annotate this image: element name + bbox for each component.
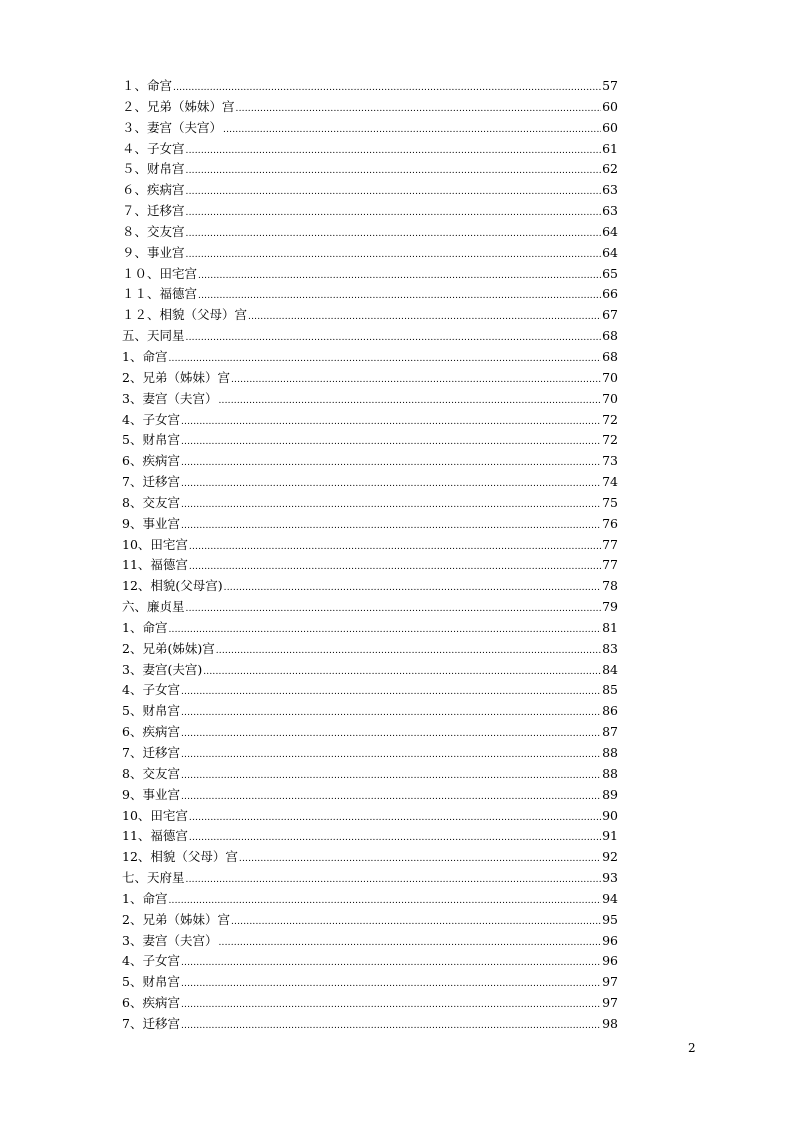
- dot-leader: [198, 286, 601, 307]
- toc-entry-label: 3、妻宫(夫宫): [122, 661, 203, 677]
- toc-entry[interactable]: [122, 368, 618, 389]
- toc-entry[interactable]: [122, 347, 618, 368]
- toc-entry[interactable]: [122, 389, 618, 410]
- toc-entry-page: 97: [602, 995, 618, 1011]
- toc-entry-page: 74: [602, 474, 618, 490]
- toc-entry-label: 12、相貌(父母宫): [122, 578, 223, 594]
- toc-entry[interactable]: [122, 993, 618, 1014]
- toc-entry[interactable]: [122, 743, 618, 764]
- toc-entry[interactable]: [122, 97, 618, 118]
- toc-entry-page: 90: [602, 807, 618, 823]
- toc-entry-page: 67: [602, 307, 618, 323]
- toc-entry[interactable]: [122, 180, 618, 201]
- toc-entry-label: 7、迁移宫: [122, 474, 180, 490]
- toc-entry[interactable]: [122, 472, 618, 493]
- dot-leader: [181, 953, 601, 974]
- dot-leader: [186, 599, 602, 620]
- dot-leader: [181, 745, 601, 766]
- toc-entry-page: 88: [602, 765, 618, 781]
- dot-leader: [168, 620, 601, 641]
- toc-entry[interactable]: [122, 139, 618, 160]
- toc-entry-label: 1、命宫: [122, 619, 168, 635]
- toc-entry-page: 85: [602, 682, 618, 698]
- dot-leader: [181, 724, 601, 745]
- toc-entry[interactable]: [122, 451, 618, 472]
- dot-leader: [186, 141, 602, 162]
- dot-leader: [181, 516, 601, 537]
- toc-entry-page: 72: [602, 411, 618, 427]
- toc-entry[interactable]: [122, 243, 618, 264]
- toc-entry-page: 64: [602, 244, 618, 260]
- toc-entry[interactable]: [122, 680, 618, 701]
- toc-entry[interactable]: [122, 305, 618, 326]
- toc-entry[interactable]: [122, 410, 618, 431]
- toc-entry-label: ５、财帛宫: [122, 161, 185, 177]
- dot-leader: [231, 370, 601, 391]
- toc-entry-page: 62: [602, 161, 618, 177]
- toc-entry[interactable]: [122, 555, 618, 576]
- toc-entry-label: 12、相貌（父母）宫: [122, 849, 238, 865]
- dot-leader: [168, 349, 601, 370]
- toc-entry-page: 77: [602, 536, 618, 552]
- toc-entry-page: 60: [602, 98, 618, 114]
- dot-leader: [248, 307, 601, 328]
- toc-entry-label: ２、兄弟（姊妹）宫: [122, 98, 235, 114]
- toc-entry-page: 94: [602, 890, 618, 906]
- toc-entry-label: １１、福德宫: [122, 286, 198, 302]
- toc-entry-label: 8、交友宫: [122, 494, 180, 510]
- toc-entry[interactable]: [122, 785, 618, 806]
- toc-entry-page: 79: [602, 599, 618, 615]
- toc-entry-page: 60: [602, 119, 618, 135]
- toc-entry-page: 70: [602, 390, 618, 406]
- toc-entry-label: １２、相貌（父母）宫: [122, 307, 248, 323]
- toc-entry[interactable]: [122, 159, 618, 180]
- toc-entry[interactable]: [122, 576, 618, 597]
- dot-leader: [216, 641, 601, 662]
- toc-entry-label: 2、兄弟(姊妹)宫: [122, 640, 215, 656]
- dot-leader: [236, 99, 602, 120]
- toc-entry[interactable]: [122, 326, 618, 347]
- toc-entry-label: 七、天府星: [122, 870, 185, 886]
- toc-entry-page: 61: [602, 140, 618, 156]
- dot-leader: [231, 912, 601, 933]
- dot-leader: [224, 578, 601, 599]
- dot-leader: [181, 453, 601, 474]
- dot-leader: [181, 703, 601, 724]
- toc-entry[interactable]: [122, 284, 618, 305]
- toc-entry[interactable]: [122, 76, 618, 97]
- toc-entry-label: ９、事业宫: [122, 244, 185, 260]
- toc-entry[interactable]: [122, 618, 618, 639]
- toc-entry-label: 3、妻宫（夫宫）: [122, 390, 218, 406]
- toc-entry-label: 1、命宫: [122, 890, 168, 906]
- toc-entry-page: 83: [602, 640, 618, 656]
- toc-entry-label: １０、田宅宫: [122, 265, 198, 281]
- toc-entry[interactable]: [122, 264, 618, 285]
- toc-entry-label: 7、迁移宫: [122, 1015, 180, 1031]
- dot-leader: [189, 557, 601, 578]
- toc-entry-label: ６、疾病宫: [122, 182, 185, 198]
- toc-entry-page: 68: [602, 348, 618, 364]
- toc-entry-page: 76: [602, 515, 618, 531]
- toc-entry-label: 5、财帛宫: [122, 432, 180, 448]
- dot-leader: [181, 495, 601, 516]
- toc-entry-label: 5、财帛宫: [122, 974, 180, 990]
- toc-entry-page: 57: [602, 78, 618, 93]
- toc-entry[interactable]: [122, 430, 618, 451]
- toc-entry-label: 六、廉贞星: [122, 599, 185, 615]
- toc-entry-page: 73: [602, 453, 618, 469]
- toc-entry-label: 2、兄弟（姊妹）宫: [122, 369, 230, 385]
- toc-entry[interactable]: [122, 910, 618, 931]
- toc-entry-page: 64: [602, 223, 618, 239]
- dot-leader: [181, 974, 601, 995]
- toc-entry-page: 93: [602, 870, 618, 886]
- dot-leader: [181, 995, 601, 1016]
- toc-entry-page: 97: [602, 974, 618, 990]
- toc-entry[interactable]: [122, 701, 618, 722]
- toc-entry[interactable]: [122, 514, 618, 535]
- toc-entry[interactable]: [122, 847, 618, 868]
- toc-entry-label: 4、子女宫: [122, 682, 180, 698]
- toc-entry[interactable]: [122, 972, 618, 993]
- dot-leader: [186, 203, 602, 224]
- dot-leader: [198, 266, 601, 287]
- toc-entry[interactable]: [122, 493, 618, 514]
- dot-leader: [181, 412, 601, 433]
- toc-entry[interactable]: [122, 118, 618, 139]
- toc-entry-page: 75: [602, 494, 618, 510]
- toc-entry[interactable]: [122, 222, 618, 243]
- toc-entry-page: 66: [602, 286, 618, 302]
- dot-leader: [239, 849, 601, 870]
- toc-entry-label: 五、天同星: [122, 328, 185, 344]
- toc-entry[interactable]: [122, 931, 618, 952]
- dot-leader: [181, 1016, 601, 1037]
- dot-leader: [181, 474, 601, 495]
- toc-entry[interactable]: [122, 722, 618, 743]
- toc-entry[interactable]: [122, 764, 618, 785]
- toc-entry-page: 77: [602, 557, 618, 573]
- toc-entry-label: 10、田宅宫: [122, 807, 188, 823]
- dot-leader: [223, 120, 601, 141]
- toc-entry-label: 4、子女宫: [122, 411, 180, 427]
- dot-leader: [218, 933, 601, 954]
- dot-leader: [168, 891, 601, 912]
- toc-entry-page: 63: [602, 182, 618, 198]
- toc-entry-page: 91: [602, 828, 618, 844]
- toc-entry-page: 96: [602, 953, 618, 969]
- toc-entry-page: 87: [602, 724, 618, 740]
- toc-entry[interactable]: [122, 951, 618, 972]
- dot-leader: [181, 766, 601, 787]
- dot-leader: [189, 828, 601, 849]
- dot-leader: [186, 161, 602, 182]
- dot-leader: [186, 328, 602, 349]
- toc-entry-label: 6、疾病宫: [122, 453, 180, 469]
- dot-leader: [186, 870, 602, 891]
- toc-entry[interactable]: [122, 1014, 618, 1035]
- toc-entry[interactable]: [122, 201, 618, 222]
- toc-entry[interactable]: [122, 597, 618, 618]
- dot-leader: [189, 808, 601, 829]
- toc-entry[interactable]: [122, 889, 618, 910]
- dot-leader: [186, 245, 602, 266]
- toc-entry-label: 11、福德宫: [122, 828, 188, 844]
- toc-entry-label: ８、交友宫: [122, 223, 185, 239]
- toc-entry-label: 7、迁移宫: [122, 745, 180, 760]
- toc-entry-label: ３、妻宫（夫宫）: [122, 119, 223, 135]
- toc-entry[interactable]: [122, 639, 618, 660]
- dot-leader: [181, 432, 601, 453]
- dot-leader: [189, 537, 601, 558]
- dot-leader: [186, 182, 602, 203]
- toc-entry-page: 78: [602, 578, 618, 594]
- page-number: 2: [688, 1041, 696, 1055]
- toc-entry-label: 5、财帛宫: [122, 703, 180, 719]
- toc-entry-page: 81: [602, 619, 618, 635]
- toc-entry-label: 9、事业宫: [122, 786, 180, 802]
- toc-entry-label: ７、迁移宫: [122, 203, 185, 219]
- toc-entry-label: 3、妻宫（夫宫）: [122, 932, 218, 948]
- dot-leader: [181, 787, 601, 808]
- toc-entry-page: 68: [602, 328, 618, 344]
- toc-entry-label: 2、兄弟（姊妹）宫: [122, 911, 230, 927]
- toc-entry-page: 86: [602, 703, 618, 719]
- toc-entry-label: 6、疾病宫: [122, 995, 180, 1011]
- toc-entry[interactable]: [122, 826, 618, 847]
- toc-entry-page: 70: [602, 369, 618, 385]
- toc-entry-label: 6、疾病宫: [122, 724, 180, 740]
- toc-entry-page: 95: [602, 911, 618, 927]
- dot-leader: [173, 78, 601, 99]
- toc-entry-label: 8、交友宫: [122, 765, 180, 781]
- toc-entry-page: 84: [602, 661, 618, 677]
- toc-entry-label: １、命宫: [122, 78, 173, 93]
- toc-entry-page: 63: [602, 203, 618, 219]
- table-of-contents: [122, 76, 618, 1035]
- dot-leader: [181, 682, 601, 703]
- dot-leader: [203, 662, 601, 683]
- toc-entry-label: 10、田宅宫: [122, 536, 188, 552]
- toc-entry-page: 98: [602, 1015, 618, 1031]
- toc-entry[interactable]: [122, 660, 618, 681]
- toc-entry-page: 96: [602, 932, 618, 948]
- dot-leader: [218, 391, 601, 412]
- toc-entry[interactable]: [122, 868, 618, 889]
- toc-entry-label: 4、子女宫: [122, 953, 180, 969]
- toc-entry[interactable]: [122, 535, 618, 556]
- toc-entry-label: ４、子女宫: [122, 140, 185, 156]
- dot-leader: [186, 224, 602, 245]
- toc-entry-page: 65: [602, 265, 618, 281]
- toc-entry-page: 88: [602, 745, 618, 760]
- toc-entry-label: 9、事业宫: [122, 515, 180, 531]
- toc-entry[interactable]: [122, 806, 618, 827]
- toc-entry-label: 1、命宫: [122, 348, 168, 364]
- toc-entry-page: 89: [602, 786, 618, 802]
- toc-entry-label: 11、福德宫: [122, 557, 188, 573]
- toc-entry-page: 92: [602, 849, 618, 865]
- toc-entry-page: 72: [602, 432, 618, 448]
